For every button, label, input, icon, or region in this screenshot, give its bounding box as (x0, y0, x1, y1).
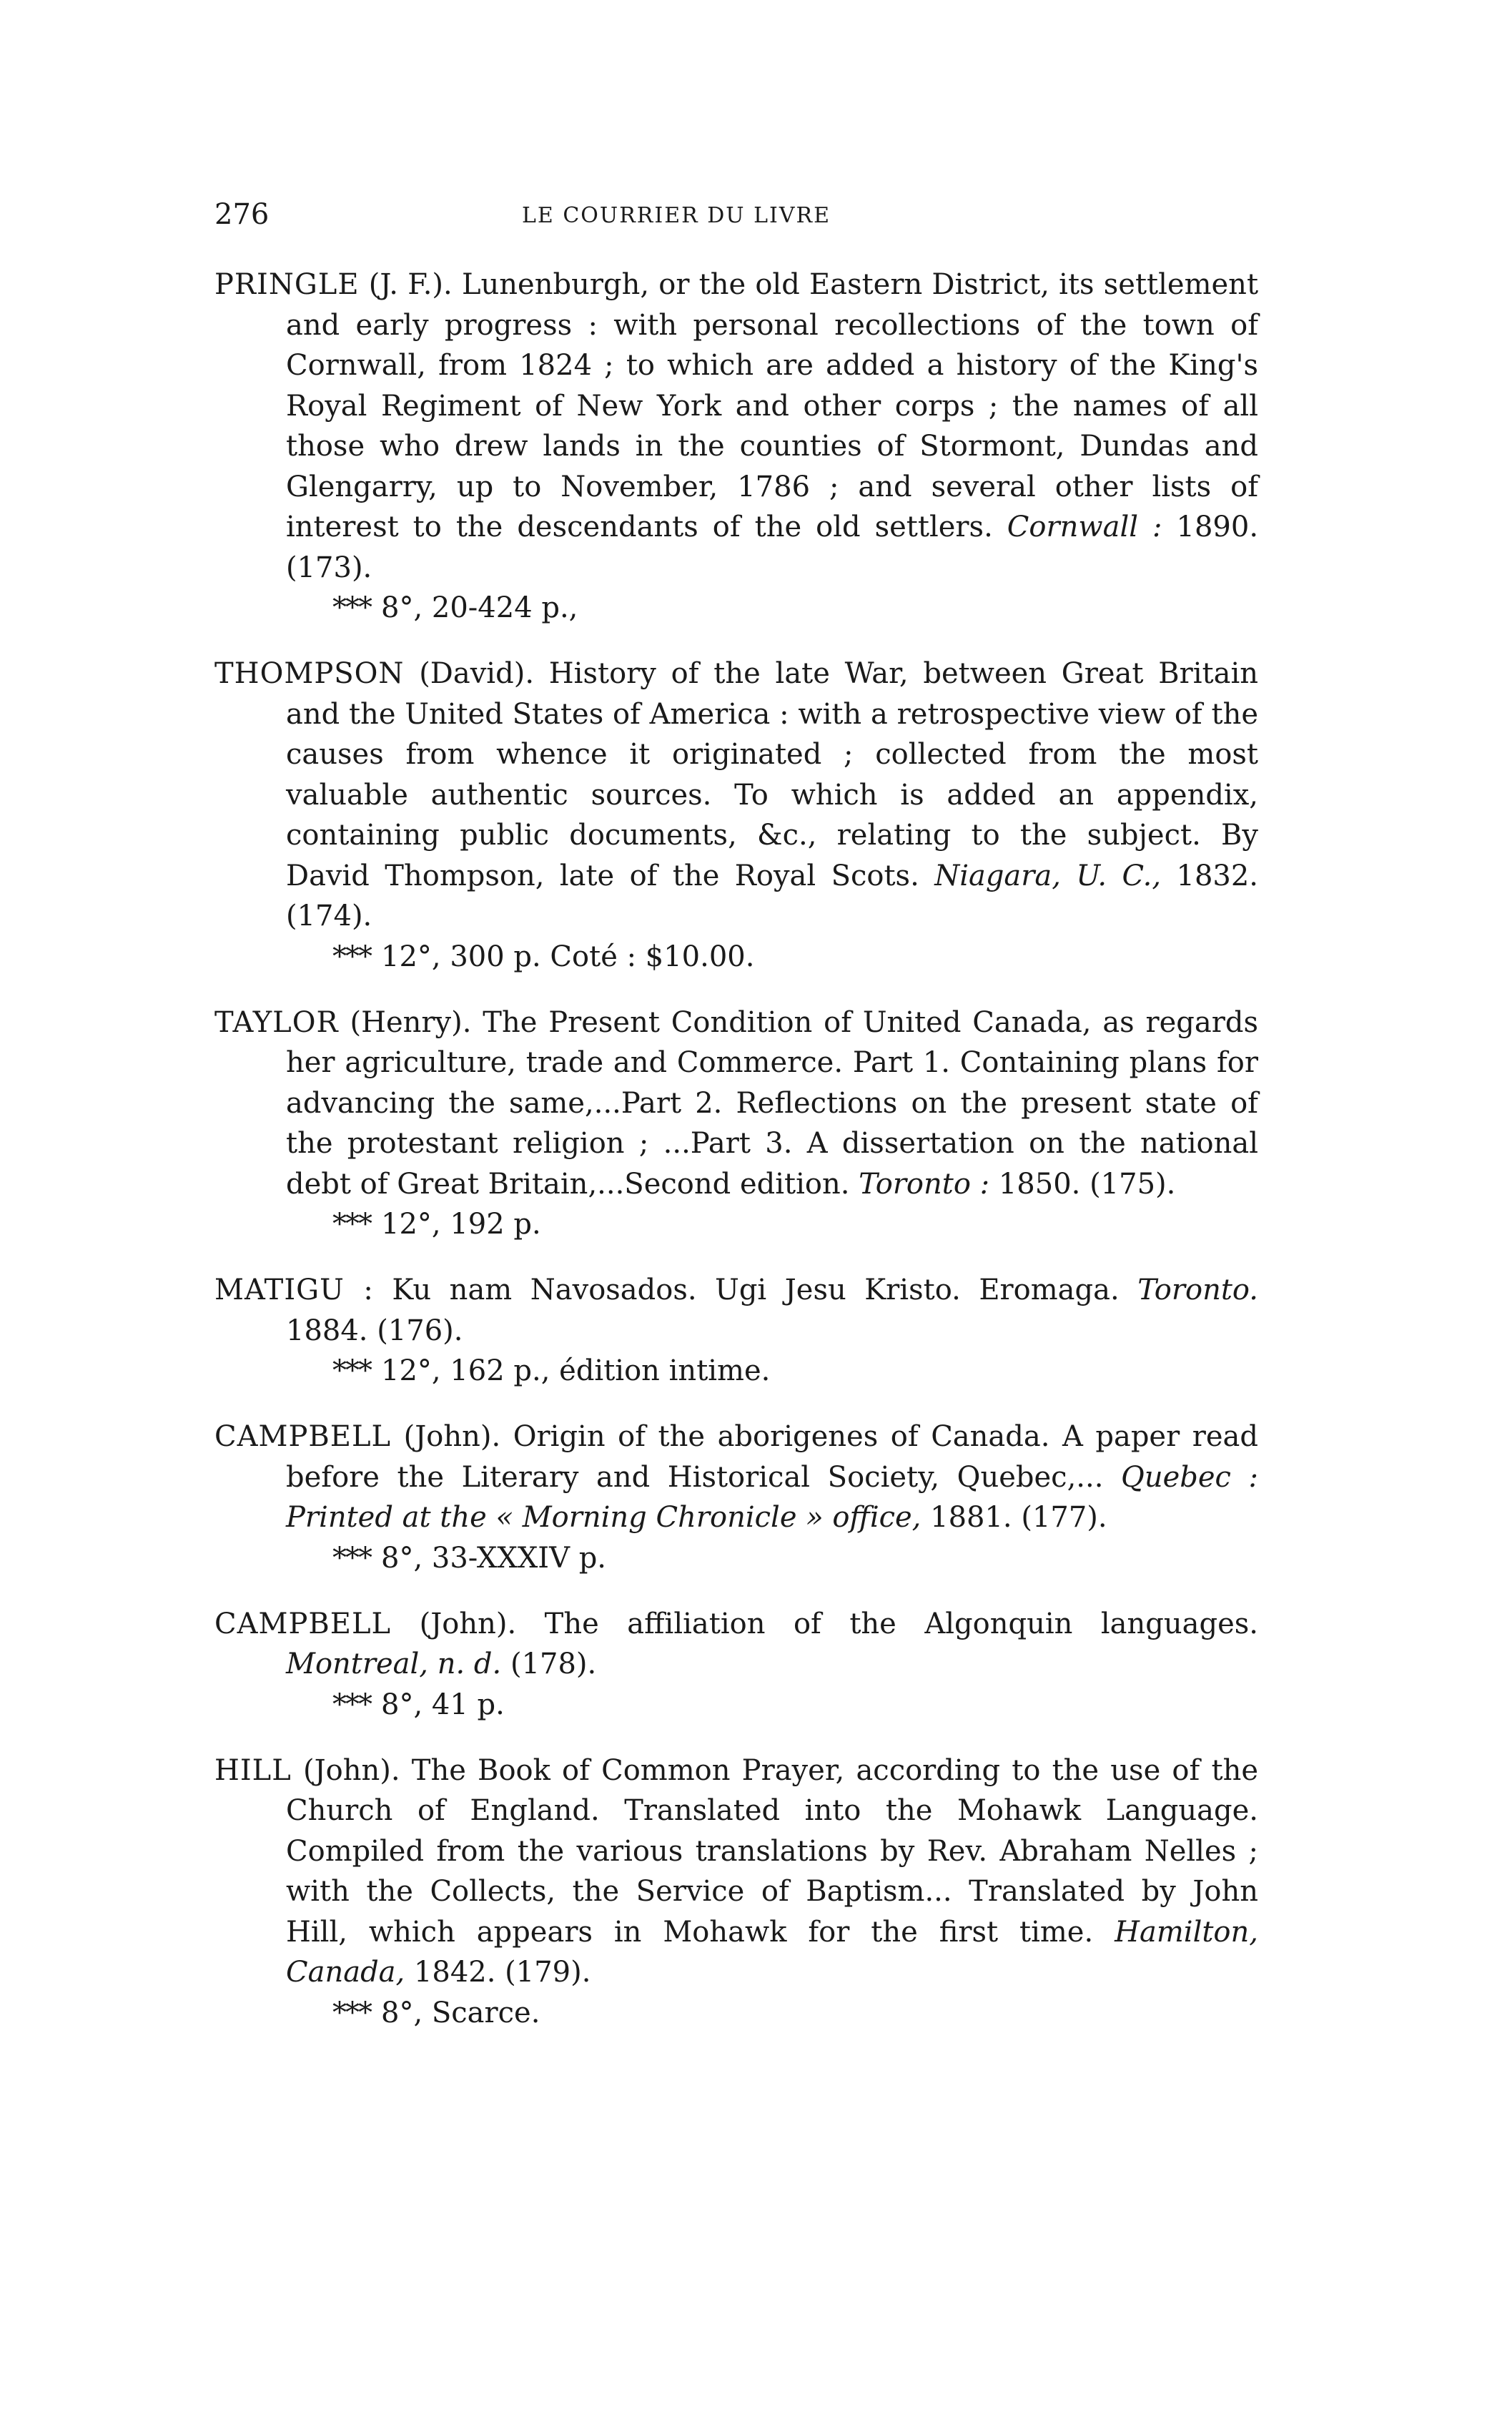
asterism-mark: *** (332, 1208, 371, 1241)
entry-place: Cornwall : (1007, 511, 1162, 543)
entry-text (214, 1751, 1258, 1993)
entry-title: The Present Condition of United Canada, as regards her agriculture, trade and Commerce. Part 1. Containing plans for advancing the same,...Part 2. Reflections on the present state of the protestant religion ; ...Part 3. A dissertation on the national debt of Great Britain,...Second edition. (286, 1005, 1259, 1201)
asterism-mark: *** (332, 1541, 371, 1575)
entry-format: 8°, 33-XXXIV p. (381, 1541, 607, 1575)
entry-text (214, 1270, 1258, 1351)
entry-imprint: 1881. (177). (930, 1501, 1107, 1534)
entry-physical-description (214, 588, 1258, 628)
entry-author-initials: (Henry). (350, 1005, 472, 1039)
bibliography-entry (214, 1604, 1258, 1725)
asterism-mark: *** (332, 1354, 371, 1387)
entry-author-initials: (John). (303, 1753, 400, 1787)
asterism-mark: *** (332, 591, 371, 624)
bibliography-entry (214, 1270, 1258, 1391)
entry-physical-description (214, 1538, 1258, 1578)
entry-text (214, 1417, 1258, 1538)
bibliography-entry (214, 1751, 1258, 2033)
entry-imprint: 1842. (179). (413, 1956, 591, 1989)
entry-text (214, 1003, 1258, 1205)
bibliography-entry (214, 1417, 1258, 1578)
entry-author-initials: (John). (419, 1607, 517, 1640)
entry-place: Niagara, U. C., (934, 859, 1162, 892)
entry-author: PRINGLE (214, 268, 360, 301)
bibliography-entry (214, 1003, 1258, 1245)
running-title: LE COURRIER DU LIVRE (522, 203, 831, 228)
entry-physical-description (214, 1351, 1258, 1391)
entry-physical-description (214, 1204, 1258, 1244)
entry-format: 12°, 192 p. (381, 1208, 541, 1241)
entry-format: 8°, 41 p. (381, 1688, 505, 1721)
bibliography-entry (214, 654, 1258, 977)
entry-text (214, 1604, 1258, 1685)
entry-author-initials: (John). (403, 1420, 501, 1453)
entry-author-initials: (David). (419, 657, 535, 690)
entry-author: TAYLOR (214, 1005, 339, 1039)
entry-place: Montreal, n. d. (286, 1648, 502, 1680)
entry-physical-description (214, 1685, 1258, 1725)
entry-format: 8°, 20-424 p., (381, 591, 578, 624)
entry-imprint: 1832. (174). (286, 859, 1259, 932)
entry-place: Toronto : (859, 1167, 990, 1201)
entry-imprint: 1884. (176). (286, 1314, 463, 1347)
entry-physical-description (214, 937, 1258, 977)
entry-imprint: (178). (510, 1648, 597, 1680)
page-number: 276 (214, 198, 270, 231)
asterism-mark: *** (332, 1688, 371, 1721)
entry-author: THOMPSON (214, 657, 405, 690)
entry-physical-description (214, 1993, 1258, 2033)
entry-title: The Book of Common Prayer, according to the use of the Church of England. Translated into the Mohawk Language. Compiled from the various translations by Rev. Abraham Nelles ; with the Collects, the Service of Baptism... Translated by John Hill, which appears in Mohawk for the first time. (286, 1753, 1258, 1949)
entry-text (214, 265, 1258, 588)
entry-title: History of the late War, between Great Britain and the United States of America : with a retrospective view of the causes from whence it originated ; collected from the most valuable authentic sources. To which is added an appendix, containing public documents, &c., relating to the subject. By David Thompson, late of the Royal Scots. (286, 657, 1259, 892)
bibliography-entries (214, 265, 1258, 2033)
entry-place: Toronto. (1137, 1274, 1259, 1306)
entry-imprint: 1890. (173). (286, 511, 1259, 584)
entry-author: CAMPBELL (214, 1607, 392, 1640)
page-header (214, 193, 1258, 243)
entry-place: Quebec : Printed at the « Morning Chronicle » office, (286, 1460, 1258, 1534)
entry-title: Ku nam Navosados. Ugi Jesu Kristo. Eromaga. (392, 1274, 1120, 1306)
asterism-mark: *** (332, 1996, 371, 2029)
entry-text (214, 654, 1258, 937)
asterism-mark: *** (332, 940, 371, 973)
entry-author-initials: (J. F.). (368, 268, 453, 301)
entry-format: 12°, 162 p., édition intime. (381, 1354, 771, 1387)
entry-author: MATIGU : (214, 1274, 374, 1306)
bibliography-entry (214, 265, 1258, 628)
entry-place: Hamilton, Canada, (286, 1915, 1258, 1989)
entry-author: CAMPBELL (214, 1420, 392, 1453)
entry-title: The affiliation of the Algonquin languages. (544, 1607, 1259, 1640)
entry-title: Origin of the aborigenes of Canada. A paper read before the Literary and Historical Society, Quebec,... (286, 1420, 1258, 1494)
entry-author: HILL (214, 1753, 292, 1787)
entry-title: Lunenburgh, or the old Eastern District, its settlement and early progress : with personal recollections of the town of Cornwall, from 1824 ; to which are added a history of the King's Royal Regiment of New York and other corps ; the names of all those who drew lands in the counties of Stormont, Dundas and Glengarry, up to November, 1786 ; and several other lists of interest to the descendants of the old settlers. (286, 268, 1259, 543)
entry-format: 8°, Scarce. (381, 1996, 540, 2029)
entry-imprint: 1850. (175). (998, 1167, 1176, 1201)
entry-format: 12°, 300 p. Coté : $10.00. (381, 940, 755, 973)
